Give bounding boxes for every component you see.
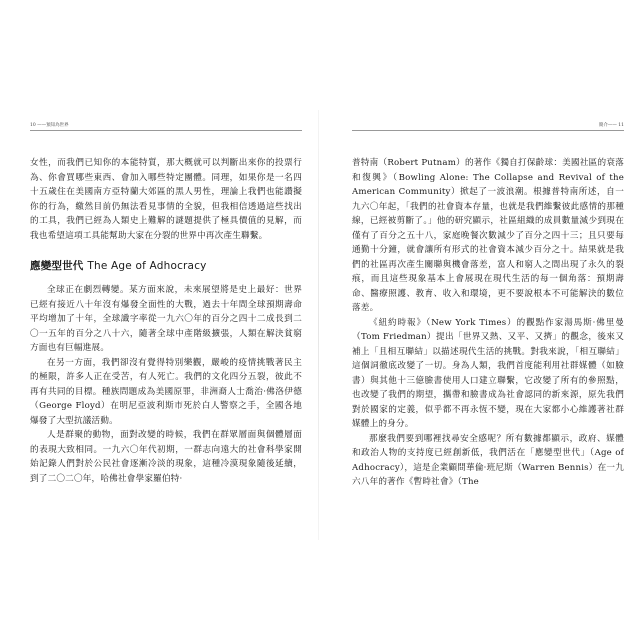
right-page-body — [352, 156, 624, 490]
left-paragraph-2: 全球正在劇烈轉變。某方面來說，未來展望將是史上最好：世界已經有接近八十年沒有爆發全面性的大戰，過去十年間全球預期壽命平均增加了十年，全球識字率從一九六〇年的百分之四十二成長到二〇一五年的百分之八十六，隨著全球中產階級擴張，人類在解決貧窮方面也有巨幅進展。 — [30, 285, 302, 353]
right-paragraph-3: 那麼我們要到哪裡找尋安全感呢？所有數據都顯示，政府、媒體和政治人物的支持度已經創新低，我們活在「應變型世代」（Age of Adhocracy），這是企業顧問華倫·班尼斯（Warren Bennis）在一九六八年的著作《暫時社會》（The — [352, 433, 624, 487]
left-paragraph-4: 人是群聚的動物，面對改變的時候，我們在群眾層面與個體層面的表現大致相同。一九六〇年代初期，一群志向遠大的社會科學家開始記錄人們對於公民社會逐漸冷淡的現象，這種冷漠現象隨後延續，到了二〇二〇年，哈佛社會學家羅伯特· — [30, 430, 302, 484]
left-paragraph-3: 在另一方面，我們卻沒有覺得特別樂觀，嚴峻的疫情挑戰著民主的極限，許多人正在受苦，有人死亡。我們的文化四分五裂，彼此不再有共同的目標。種族問題成為美國原罪，非洲裔人士喬治·佛洛伊德（George Floyd）在明尼亞波利斯市死於白人警察之手，全國各地爆發了大型抗議活動。 — [30, 357, 302, 426]
right-paragraph-1: 普特南（Robert Putnam）的著作《獨自打保齡球：美國社區的衰落和復興》（Bowling Alone: The Collapse and Revival of the American Community）掀起了一波浪潮。根據普特南所述，自一九六〇年起，「我們的社會資本存量，也就是我們維繫彼此感情的那種線，已經被剪斷了。」他的研究顯示，社區組織的成員數量減少到現在僅有了百分之五十八，家庭晚餐次數減少了百分之四十三；且只要每通勤十分鐘，就會讓所有形式的社會資本減少百分之十。結果就是我們的社區再次產生關聯與機會落差，富人和窮人之間出現了永久的裂痕，而且這些現象基本上會展現在現代生活的每一個角落：預期壽命、醫療照護、教育、收入和環境，更不要說根本不可能解決的數位落差。 — [352, 158, 624, 313]
section-heading-zh: 應變型世代 — [30, 260, 84, 272]
left-paragraph-1: 女性，而我們已知你的本能特質，那大概就可以判斷出來你的投票行為、你會買哪些東西、會加入哪些特定團體。同理，如果你是一名四十五歲住在美國南方亞特蘭大郊區的黑人男性，理論上我們也能讚擬你的行為，繳然目前仍無法看見事情的全貌，但我相信透過這些找出的工具，我們已經為人類史上難解的謎題提供了極具價值的見解，而我也希望這項工具能幫助大家在分裂的世界中再次產生聯繫。 — [30, 158, 302, 241]
section-heading-en: The Age of Adhocracy — [87, 260, 207, 272]
left-page-body — [30, 156, 302, 486]
right-page-header — [352, 120, 624, 131]
section-heading — [30, 259, 302, 273]
book-gutter — [318, 110, 319, 540]
right-paragraph-2: 《紐約時報》（New York Times）的觀點作家湯馬斯·佛里曼（Tom Friedman）提出「世界又熱、又平、又擠」的觀念，後來又補上「且相互聯結」以描述現代生活的挑戰。對我來說，「相互聯結」這個詞徹底改變了一切。身為人類，我們首度能利用社群媒體（如臉書）與其他十三億臉書使用人口建立聯繫，它改變了所有的參照點，也改變了我們的期望，攜帶和臉書成為社會認同的新來源，原先我們對於國家的定義，似乎都不再永恆不變，現在大家都小心維護著社群媒體上的身分。 — [352, 317, 624, 429]
left-running-head: 10 ——預知為世界 — [30, 123, 69, 128]
left-page — [30, 120, 302, 540]
right-running-head: 簡介—— 11 — [598, 123, 624, 128]
right-page — [352, 120, 624, 540]
left-page-header — [30, 120, 302, 131]
